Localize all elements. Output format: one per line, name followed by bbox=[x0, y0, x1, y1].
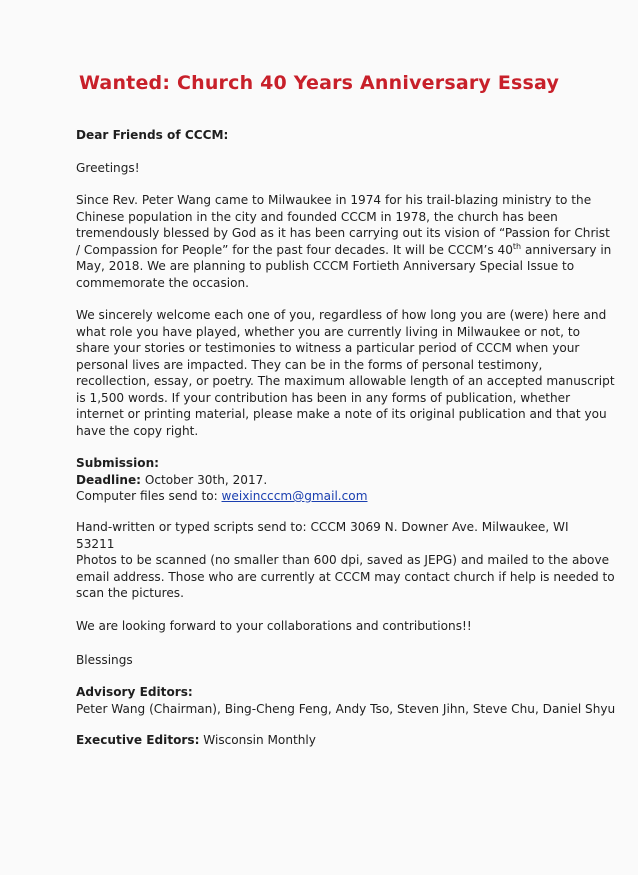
invitation-paragraph: We sincerely welcome each one of you, regardless of how long you are (were) here and what role you have played, whether you are currently living in Milwaukee or not, to share your stories or testimonies to witness a particular period of CCCM when your personal lives are impacted. They can be in the forms of personal testimony, recollection, essay, or poetry. The maximum allowable length of an accepted manuscript is 1,500 words. If your contribution has been in any forms of publication, whether internet or printing material, please make a note of its original publication and that you have the copy right. bbox=[76, 308, 615, 438]
blessings: Blessings bbox=[76, 653, 133, 667]
executive-editors: Executive Editors: Wisconsin Monthly bbox=[76, 733, 316, 747]
mailing-instructions: Hand-written or typed scripts send to: CCCM 3069 N. Downer Ave. Milwaukee, WI 53211 Photos to be scanned (no smaller than 600 dpi, saved as JEPG) and mailed to the above email address. Those who are currently at CCCM may contact church if help is needed to scan the pictures. bbox=[76, 520, 615, 600]
submission-section: Submission: Deadline: October 30th, 2017. Computer files send to: weixincccm@gmail.com bbox=[76, 455, 576, 505]
deadline: Deadline: October 30th, 2017. bbox=[76, 472, 268, 487]
closing-line: We are looking forward to your collaborations and contributions!! bbox=[76, 619, 472, 633]
greeting: Greetings! bbox=[76, 161, 140, 175]
submission-heading: Submission: bbox=[76, 456, 160, 470]
intro-paragraph: Since Rev. Peter Wang came to Milwaukee in 1974 for his trail-blazing ministry to the Chinese population in the city and founded CCCM in 1978, the church has been tremendously blessed by God as it has been carrying out its vision of “Passion for Christ / Compassion for People” for the past four decades. It will be CCCM’s 40th anniversary in May, 2018. We are planning to publish CCCM Fortieth Anniversary Special Issue to commemorate the occasion. bbox=[76, 193, 612, 290]
advisory-editors: Advisory Editors: Peter Wang (Chairman), Bing-Cheng Feng, Andy Tso, Steven Jihn, Steve Chu, Daniel Shyu bbox=[76, 685, 616, 716]
document-title: Wanted: Church 40 Years Anniversary Essay bbox=[78, 72, 560, 94]
salutation: Dear Friends of CCCM: bbox=[76, 128, 229, 142]
email-link[interactable]: weixincccm@gmail.com bbox=[221, 489, 368, 503]
